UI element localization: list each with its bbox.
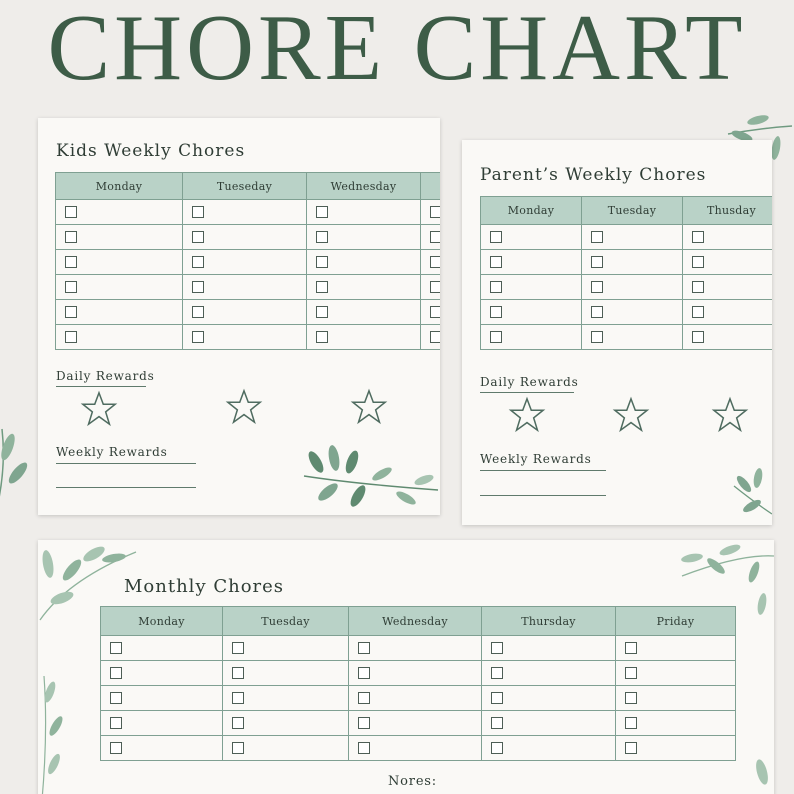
checkbox-icon[interactable] <box>316 256 328 268</box>
chore-cell[interactable] <box>307 225 421 250</box>
day-header <box>421 173 441 200</box>
checkbox-icon[interactable] <box>625 642 637 654</box>
star-icon[interactable] <box>711 396 749 434</box>
chore-cell[interactable] <box>307 275 421 300</box>
checkbox-icon[interactable] <box>490 281 502 293</box>
checkbox-icon[interactable] <box>491 742 503 754</box>
weekly-rewards-line[interactable] <box>480 495 606 496</box>
table-row <box>56 275 441 300</box>
table-row <box>56 325 441 350</box>
table-row <box>481 275 773 300</box>
kids-card-title: Kids Weekly Chores <box>56 141 246 161</box>
checkbox-icon[interactable] <box>692 281 704 293</box>
day-header: Tuesday <box>223 607 349 636</box>
checkbox-icon[interactable] <box>65 306 77 318</box>
chore-cell[interactable] <box>56 250 183 275</box>
chore-cell[interactable] <box>349 711 482 736</box>
chore-cell[interactable] <box>101 661 223 686</box>
table-row <box>56 300 441 325</box>
checkbox-icon[interactable] <box>65 231 77 243</box>
day-header: Thusday <box>683 197 773 225</box>
chore-cell[interactable] <box>101 736 223 761</box>
chore-cell[interactable] <box>223 661 349 686</box>
chore-cell[interactable] <box>421 225 441 250</box>
checkbox-icon[interactable] <box>65 206 77 218</box>
chore-cell[interactable] <box>183 250 307 275</box>
checkbox-icon[interactable] <box>625 667 637 679</box>
checkbox-icon[interactable] <box>490 331 502 343</box>
checkbox-icon[interactable] <box>692 331 704 343</box>
chore-cell[interactable] <box>482 686 616 711</box>
chore-cell[interactable] <box>223 736 349 761</box>
checkbox-icon[interactable] <box>358 692 370 704</box>
checkbox-icon[interactable] <box>110 642 122 654</box>
chore-cell[interactable] <box>683 225 773 250</box>
leaf-sprig-icon <box>38 672 72 794</box>
day-header: Monday <box>481 197 582 225</box>
day-header: Wednesday <box>307 173 421 200</box>
chore-cell[interactable] <box>101 711 223 736</box>
chore-cell[interactable] <box>183 300 307 325</box>
checkbox-icon[interactable] <box>591 306 603 318</box>
checkbox-icon[interactable] <box>490 306 502 318</box>
chore-cell[interactable] <box>582 300 683 325</box>
table-row <box>481 325 773 350</box>
checkbox-icon[interactable] <box>232 717 244 729</box>
checkbox-icon[interactable] <box>358 642 370 654</box>
checkbox-icon[interactable] <box>490 231 502 243</box>
checkbox-icon[interactable] <box>491 667 503 679</box>
chore-cell[interactable] <box>56 275 183 300</box>
table-row <box>56 225 441 250</box>
table-row <box>481 300 773 325</box>
chore-cell[interactable] <box>616 661 736 686</box>
daily-rewards-label: Daily Rewards <box>480 375 579 389</box>
checkbox-icon[interactable] <box>192 256 204 268</box>
checkbox-icon[interactable] <box>692 231 704 243</box>
chore-cell[interactable] <box>683 300 773 325</box>
checkbox-icon[interactable] <box>316 281 328 293</box>
leaf-sprig-icon <box>0 425 40 505</box>
day-header: Wednesday <box>349 607 482 636</box>
table-row <box>101 686 736 711</box>
star-icon[interactable] <box>80 390 118 428</box>
checkbox-icon[interactable] <box>65 331 77 343</box>
checkbox-icon[interactable] <box>232 667 244 679</box>
chore-cell[interactable] <box>616 686 736 711</box>
chore-cell[interactable] <box>101 636 223 661</box>
checkbox-icon[interactable] <box>491 642 503 654</box>
checkbox-icon[interactable] <box>625 692 637 704</box>
chore-cell[interactable] <box>349 661 482 686</box>
chore-cell[interactable] <box>56 325 183 350</box>
checkbox-icon[interactable] <box>192 306 204 318</box>
table-row <box>481 225 773 250</box>
chore-cell[interactable] <box>616 711 736 736</box>
chore-cell[interactable] <box>582 325 683 350</box>
checkbox-icon[interactable] <box>591 331 603 343</box>
chore-cell[interactable] <box>582 275 683 300</box>
parent-card-title: Parent’s Weekly Chores <box>480 165 707 185</box>
checkbox-icon[interactable] <box>692 256 704 268</box>
star-icon[interactable] <box>612 396 650 434</box>
checkbox-icon[interactable] <box>232 742 244 754</box>
chore-cell[interactable] <box>582 250 683 275</box>
checkbox-icon[interactable] <box>358 667 370 679</box>
checkbox-icon[interactable] <box>192 231 204 243</box>
chore-cell[interactable] <box>349 736 482 761</box>
chore-cell[interactable] <box>223 686 349 711</box>
chore-cell[interactable] <box>683 325 773 350</box>
checkbox-icon[interactable] <box>110 717 122 729</box>
chore-cell[interactable] <box>183 325 307 350</box>
kids-weekly-card <box>38 118 440 515</box>
checkbox-icon[interactable] <box>192 331 204 343</box>
kids-chore-table <box>55 172 440 350</box>
checkbox-icon[interactable] <box>692 306 704 318</box>
checkbox-icon[interactable] <box>430 256 440 268</box>
star-icon[interactable] <box>225 388 263 426</box>
monthly-card-title: Monthly Chores <box>124 576 285 597</box>
chore-cell[interactable] <box>421 300 441 325</box>
daily-rewards-label: Daily Rewards <box>56 369 155 383</box>
checkbox-icon[interactable] <box>358 717 370 729</box>
chore-cell[interactable] <box>223 711 349 736</box>
checkbox-icon[interactable] <box>316 231 328 243</box>
chore-cell[interactable] <box>582 225 683 250</box>
parent-chore-table <box>480 196 772 350</box>
chore-cell[interactable] <box>183 200 307 225</box>
chore-cell[interactable] <box>482 711 616 736</box>
checkbox-icon[interactable] <box>430 231 440 243</box>
checkbox-icon[interactable] <box>110 667 122 679</box>
chore-cell[interactable] <box>481 250 582 275</box>
checkbox-icon[interactable] <box>591 256 603 268</box>
chore-cell[interactable] <box>683 250 773 275</box>
star-icon[interactable] <box>350 388 388 426</box>
parent-weekly-card <box>462 140 772 525</box>
day-header: Tueseday <box>183 173 307 200</box>
chore-cell[interactable] <box>481 300 582 325</box>
day-header: Tuesday <box>582 197 683 225</box>
chore-cell[interactable] <box>683 275 773 300</box>
star-icon[interactable] <box>508 396 546 434</box>
chore-cell[interactable] <box>56 225 183 250</box>
chore-cell[interactable] <box>421 275 441 300</box>
chore-cell[interactable] <box>349 686 482 711</box>
chore-cell[interactable] <box>481 325 582 350</box>
chore-cell[interactable] <box>482 661 616 686</box>
chore-cell[interactable] <box>482 736 616 761</box>
checkbox-icon[interactable] <box>491 717 503 729</box>
monthly-chore-table <box>100 606 736 761</box>
weekly-rewards-line[interactable] <box>56 487 196 488</box>
notes-label: Nores: <box>388 774 437 789</box>
monthly-chores-card <box>38 540 774 794</box>
chore-cell[interactable] <box>421 250 441 275</box>
checkbox-icon[interactable] <box>430 306 440 318</box>
leaf-sprig-icon <box>296 440 440 515</box>
table-row <box>56 250 441 275</box>
table-row <box>101 636 736 661</box>
checkbox-icon[interactable] <box>65 281 77 293</box>
table-row <box>481 250 773 275</box>
chore-cell[interactable] <box>307 250 421 275</box>
checkbox-icon[interactable] <box>430 206 440 218</box>
checkbox-icon[interactable] <box>110 742 122 754</box>
chore-cell[interactable] <box>307 325 421 350</box>
checkbox-icon[interactable] <box>358 742 370 754</box>
table-row <box>101 736 736 761</box>
checkbox-icon[interactable] <box>591 231 603 243</box>
checkbox-icon[interactable] <box>192 281 204 293</box>
checkbox-icon[interactable] <box>625 742 637 754</box>
checkbox-icon[interactable] <box>232 692 244 704</box>
chore-cell[interactable] <box>482 636 616 661</box>
checkbox-icon[interactable] <box>591 281 603 293</box>
weekly-rewards-label: Weekly Rewards <box>480 452 592 466</box>
chore-cell[interactable] <box>56 200 183 225</box>
chore-cell[interactable] <box>481 225 582 250</box>
leaf-sprig-icon <box>746 752 774 794</box>
chore-cell[interactable] <box>349 636 482 661</box>
table-row <box>101 661 736 686</box>
checkbox-icon[interactable] <box>65 256 77 268</box>
leaf-sprig-icon <box>728 466 772 525</box>
chore-cell[interactable] <box>223 636 349 661</box>
checkbox-icon[interactable] <box>625 717 637 729</box>
day-header: Monday <box>101 607 223 636</box>
checkbox-icon[interactable] <box>490 256 502 268</box>
chore-cell[interactable] <box>481 275 582 300</box>
checkbox-icon[interactable] <box>491 692 503 704</box>
table-row <box>56 200 441 225</box>
checkbox-icon[interactable] <box>316 331 328 343</box>
chore-cell[interactable] <box>56 300 183 325</box>
checkbox-icon[interactable] <box>316 306 328 318</box>
chore-cell[interactable] <box>307 200 421 225</box>
checkbox-icon[interactable] <box>430 281 440 293</box>
checkbox-icon[interactable] <box>232 642 244 654</box>
chore-cell[interactable] <box>421 325 441 350</box>
chore-cell[interactable] <box>101 686 223 711</box>
day-header: Thursday <box>482 607 616 636</box>
day-header: Monday <box>56 173 183 200</box>
chore-cell[interactable] <box>616 736 736 761</box>
checkbox-icon[interactable] <box>430 331 440 343</box>
weekly-rewards-label: Weekly Rewards <box>56 445 168 459</box>
chore-cell[interactable] <box>183 225 307 250</box>
checkbox-icon[interactable] <box>192 206 204 218</box>
chore-cell[interactable] <box>307 300 421 325</box>
checkbox-icon[interactable] <box>110 692 122 704</box>
chore-cell[interactable] <box>616 636 736 661</box>
table-row <box>101 711 736 736</box>
chart-title: CHORE CHART <box>47 0 747 100</box>
chore-cell[interactable] <box>183 275 307 300</box>
checkbox-icon[interactable] <box>316 206 328 218</box>
chore-cell[interactable] <box>421 200 441 225</box>
day-header: Priday <box>616 607 736 636</box>
